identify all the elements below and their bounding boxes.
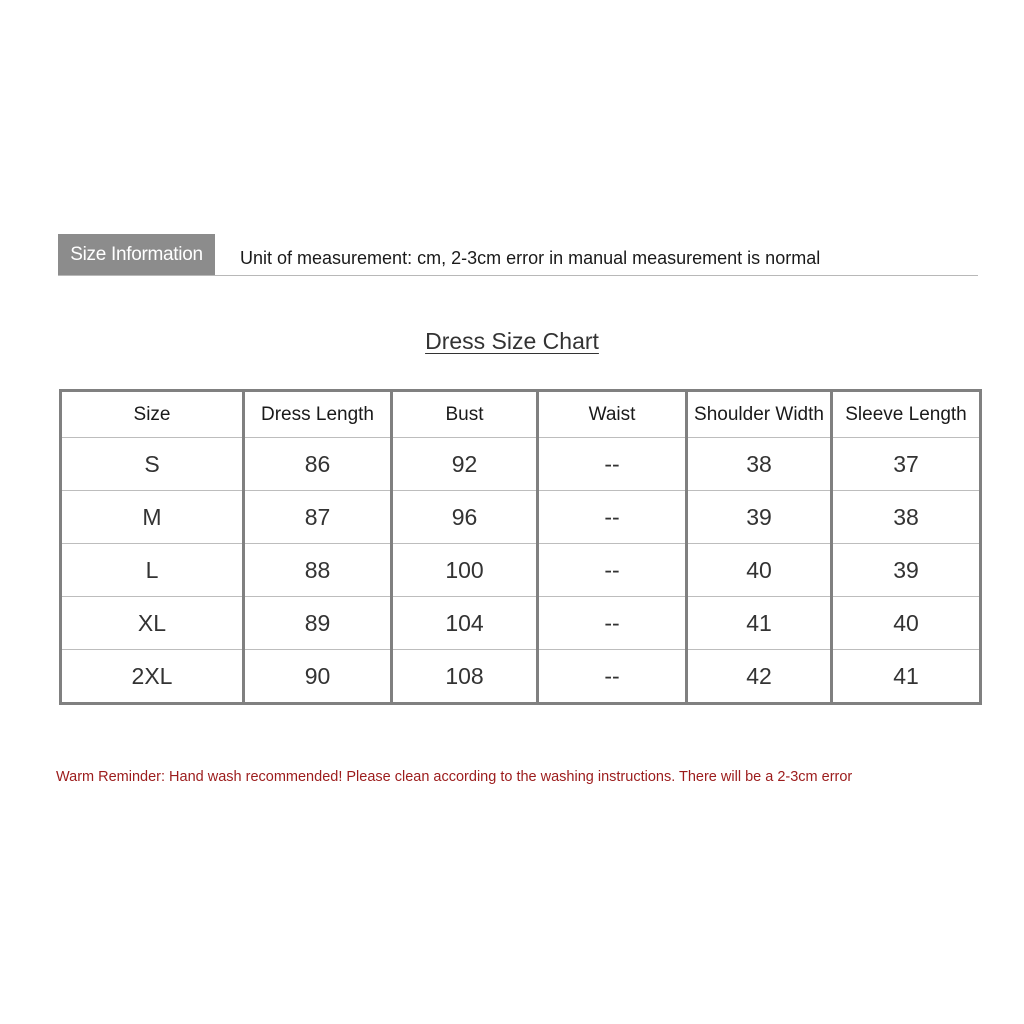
table-cell: 42 (687, 650, 832, 704)
table-cell: 86 (244, 438, 392, 491)
table-row (61, 544, 981, 597)
table-cell: 38 (687, 438, 832, 491)
table-cell: 40 (832, 597, 981, 650)
column-header: Sleeve Length (832, 391, 981, 438)
table-cell: 92 (392, 438, 538, 491)
table-cell: 37 (832, 438, 981, 491)
table-cell: S (61, 438, 244, 491)
table-cell: -- (538, 544, 687, 597)
warm-reminder: Warm Reminder: Hand wash recommended! Please clean according to the washing instructions. There will be a 2-3cm error (56, 769, 853, 785)
column-header: Bust (392, 391, 538, 438)
table-row (61, 438, 981, 491)
table-cell: 39 (832, 544, 981, 597)
size-information-badge: Size Information (58, 234, 215, 275)
table-cell: 41 (687, 597, 832, 650)
chart-title: Dress Size Chart (425, 328, 599, 354)
table-cell: 87 (244, 491, 392, 544)
table-cell: -- (538, 438, 687, 491)
column-header: Shoulder Width (687, 391, 832, 438)
unit-note: Unit of measurement: cm, 2-3cm error in manual measurement is normal (240, 248, 821, 268)
table-cell: -- (538, 491, 687, 544)
table-cell: M (61, 491, 244, 544)
table-cell: -- (538, 597, 687, 650)
table-cell: 41 (893, 662, 919, 689)
table-header-row (61, 391, 981, 438)
table-cell: 108 (392, 650, 538, 704)
table-cell: 38 (832, 491, 981, 544)
table-cell: 104 (392, 597, 538, 650)
column-header: Size (61, 391, 244, 438)
table-cell: 96 (392, 491, 538, 544)
table-cell: 100 (392, 544, 538, 597)
table-row (61, 597, 981, 650)
column-header: Waist (538, 391, 687, 438)
column-header: Dress Length (244, 391, 392, 438)
table-cell: -- (538, 650, 687, 704)
table-row (61, 650, 981, 704)
table-cell: 90 (244, 650, 392, 704)
table-cell: 88 (244, 544, 392, 597)
table-cell: 39 (687, 491, 832, 544)
table-cell: 2XL (61, 650, 244, 704)
table-cell: 40 (687, 544, 832, 597)
size-information-header (58, 234, 978, 276)
table-row (61, 491, 981, 544)
chart-title-wrap (0, 328, 1024, 355)
table-cell: 89 (244, 597, 392, 650)
table-cell: XL (61, 597, 244, 650)
size-table (59, 389, 982, 705)
table-cell: L (61, 544, 244, 597)
